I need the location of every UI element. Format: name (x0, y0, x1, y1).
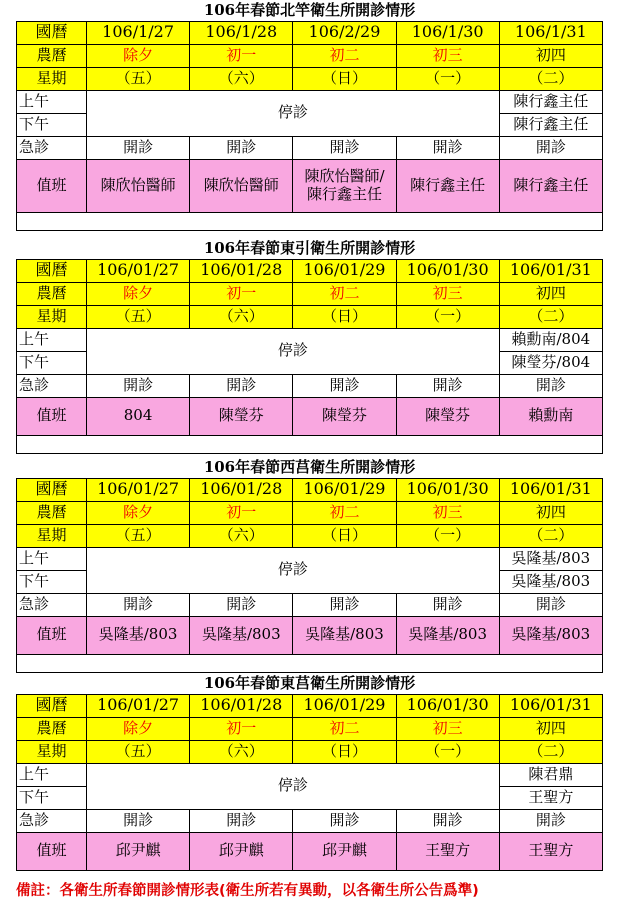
morning-doctor: 陳行鑫主任 (499, 90, 602, 113)
afternoon-doctor: 王聖方 (499, 786, 602, 809)
afternoon-doctor: 陳行鑫主任 (499, 113, 602, 136)
emergency-open-cell: 開診 (396, 374, 499, 397)
section-title: 106年春節東莒衛生所開診情形 (203, 673, 416, 692)
duty-cell: 王聖方 (499, 832, 602, 870)
date-cell: 106/01/30 (396, 694, 499, 717)
weekday-cell: （六） (190, 524, 293, 547)
spacer-row (17, 654, 603, 672)
duty-cell: 邱尹麒 (87, 832, 190, 870)
row-label-morning: 上午 (17, 328, 87, 351)
lunar-day-cell: 除夕 (87, 282, 190, 305)
weekday-cell: （一） (396, 524, 499, 547)
clinic-schedule-section (16, 673, 602, 871)
row-label-solar: 國曆 (17, 694, 87, 717)
duty-cell: 賴勳南 (499, 397, 602, 435)
row-label-afternoon: 下午 (17, 351, 87, 374)
morning-doctor: 陳君鼎 (499, 763, 602, 786)
row-label-emergency: 急診 (17, 593, 87, 616)
duty-cell: 邱尹麒 (293, 832, 396, 870)
spacer-row (17, 435, 603, 453)
weekday-cell: （五） (87, 740, 190, 763)
row-label-lunar: 農曆 (17, 717, 87, 740)
duty-cell: 陳瑩芬 (293, 397, 396, 435)
lunar-day-cell: 初四 (499, 501, 602, 524)
row-label-morning: 上午 (17, 547, 87, 570)
closed-cell: 停診 (87, 90, 500, 136)
date-cell: 106/2/29 (293, 21, 396, 44)
emergency-open-cell: 開診 (190, 809, 293, 832)
emergency-open-cell: 開診 (190, 136, 293, 159)
duty-cell: 邱尹麒 (190, 832, 293, 870)
lunar-day-cell: 初二 (293, 501, 396, 524)
closed-cell: 停診 (87, 547, 500, 593)
lunar-day-cell: 初三 (396, 501, 499, 524)
duty-cell: 陳欣怡醫師 (87, 159, 190, 212)
row-label-weekday: 星期 (17, 740, 87, 763)
schedule-table (16, 673, 603, 871)
section-title: 106年春節北竿衛生所開診情形 (203, 0, 416, 19)
duty-cell: 陳欣怡醫師 (190, 159, 293, 212)
row-label-morning: 上午 (17, 90, 87, 113)
duty-cell: 陳行鑫主任 (396, 159, 499, 212)
lunar-day-cell: 初四 (499, 717, 602, 740)
lunar-day-cell: 初一 (190, 501, 293, 524)
duty-cell: 吳隆基/803 (396, 616, 499, 654)
weekday-cell: （六） (190, 67, 293, 90)
row-label-weekday: 星期 (17, 305, 87, 328)
emergency-open-cell: 開診 (396, 593, 499, 616)
emergency-open-cell: 開診 (499, 136, 602, 159)
emergency-open-cell: 開診 (190, 593, 293, 616)
lunar-day-cell: 初一 (190, 717, 293, 740)
date-cell: 106/1/27 (87, 21, 190, 44)
emergency-open-cell: 開診 (87, 136, 190, 159)
duty-cell: 陳瑩芬 (396, 397, 499, 435)
lunar-day-cell: 初二 (293, 717, 396, 740)
weekday-cell: （一） (396, 305, 499, 328)
footer-note: 備註：各衛生所春節開診情形表(衛生所若有異動，以各衛生所公告爲準) (16, 883, 479, 899)
lunar-day-cell: 初四 (499, 44, 602, 67)
emergency-open-cell: 開診 (293, 593, 396, 616)
row-label-solar: 國曆 (17, 259, 87, 282)
duty-cell: 王聖方 (396, 832, 499, 870)
lunar-day-cell: 除夕 (87, 501, 190, 524)
date-cell: 106/01/30 (396, 478, 499, 501)
row-label-duty: 值班 (17, 616, 87, 654)
row-label-weekday: 星期 (17, 524, 87, 547)
row-label-duty: 值班 (17, 397, 87, 435)
row-label-duty: 值班 (17, 832, 87, 870)
section-title: 106年春節東引衛生所開診情形 (203, 238, 416, 257)
weekday-cell: （二） (499, 67, 602, 90)
emergency-open-cell: 開診 (396, 809, 499, 832)
morning-doctor: 賴勳南/804 (499, 328, 602, 351)
weekday-cell: （六） (190, 305, 293, 328)
weekday-cell: （二） (499, 524, 602, 547)
section-title: 106年春節西莒衛生所開診情形 (203, 457, 416, 476)
row-label-emergency: 急診 (17, 136, 87, 159)
row-label-emergency: 急診 (17, 809, 87, 832)
clinic-schedule-section (16, 457, 602, 673)
emergency-open-cell: 開診 (190, 374, 293, 397)
clinic-schedule-section (16, 0, 602, 231)
lunar-day-cell: 初三 (396, 282, 499, 305)
weekday-cell: （日） (293, 740, 396, 763)
emergency-open-cell: 開診 (87, 374, 190, 397)
row-label-afternoon: 下午 (17, 786, 87, 809)
weekday-cell: （五） (87, 305, 190, 328)
lunar-day-cell: 初三 (396, 44, 499, 67)
weekday-cell: （一） (396, 740, 499, 763)
date-cell: 106/01/29 (293, 259, 396, 282)
emergency-open-cell: 開診 (87, 809, 190, 832)
weekday-cell: （二） (499, 305, 602, 328)
lunar-day-cell: 初三 (396, 717, 499, 740)
duty-cell: 吳隆基/803 (499, 616, 602, 654)
date-cell: 106/01/30 (396, 259, 499, 282)
afternoon-doctor: 吳隆基/803 (499, 570, 602, 593)
row-label-lunar: 農曆 (17, 44, 87, 67)
clinic-schedule-section (16, 238, 602, 454)
date-cell: 106/01/28 (190, 478, 293, 501)
date-cell: 106/01/28 (190, 694, 293, 717)
emergency-open-cell: 開診 (396, 136, 499, 159)
emergency-open-cell: 開診 (293, 136, 396, 159)
date-cell: 106/1/28 (190, 21, 293, 44)
date-cell: 106/01/28 (190, 259, 293, 282)
date-cell: 106/01/27 (87, 478, 190, 501)
date-cell: 106/01/31 (499, 694, 602, 717)
emergency-open-cell: 開診 (293, 809, 396, 832)
row-label-solar: 國曆 (17, 21, 87, 44)
schedule-table (16, 457, 603, 673)
emergency-open-cell: 開診 (499, 809, 602, 832)
date-cell: 106/01/31 (499, 259, 602, 282)
weekday-cell: （日） (293, 305, 396, 328)
weekday-cell: （日） (293, 67, 396, 90)
row-label-duty: 值班 (17, 159, 87, 212)
date-cell: 106/1/30 (396, 21, 499, 44)
spacer-row (17, 212, 603, 230)
emergency-open-cell: 開診 (293, 374, 396, 397)
lunar-day-cell: 除夕 (87, 717, 190, 740)
lunar-day-cell: 初一 (190, 44, 293, 67)
date-cell: 106/01/27 (87, 259, 190, 282)
lunar-day-cell: 初四 (499, 282, 602, 305)
date-cell: 106/01/27 (87, 694, 190, 717)
emergency-open-cell: 開診 (499, 593, 602, 616)
duty-cell: 804 (87, 397, 190, 435)
schedule-table (16, 0, 603, 231)
lunar-day-cell: 初二 (293, 282, 396, 305)
morning-doctor: 吳隆基/803 (499, 547, 602, 570)
emergency-open-cell: 開診 (499, 374, 602, 397)
closed-cell: 停診 (87, 763, 500, 809)
duty-cell: 陳瑩芬 (190, 397, 293, 435)
row-label-lunar: 農曆 (17, 282, 87, 305)
lunar-day-cell: 初一 (190, 282, 293, 305)
duty-cell: 吳隆基/803 (293, 616, 396, 654)
row-label-morning: 上午 (17, 763, 87, 786)
emergency-open-cell: 開診 (87, 593, 190, 616)
weekday-cell: （五） (87, 67, 190, 90)
row-label-weekday: 星期 (17, 67, 87, 90)
duty-cell: 吳隆基/803 (87, 616, 190, 654)
date-cell: 106/01/29 (293, 478, 396, 501)
row-label-afternoon: 下午 (17, 113, 87, 136)
lunar-day-cell: 除夕 (87, 44, 190, 67)
row-label-afternoon: 下午 (17, 570, 87, 593)
weekday-cell: （五） (87, 524, 190, 547)
lunar-day-cell: 初二 (293, 44, 396, 67)
row-label-lunar: 農曆 (17, 501, 87, 524)
row-label-solar: 國曆 (17, 478, 87, 501)
weekday-cell: （一） (396, 67, 499, 90)
schedule-table (16, 238, 603, 454)
weekday-cell: （日） (293, 524, 396, 547)
afternoon-doctor: 陳瑩芬/804 (499, 351, 602, 374)
duty-cell: 吳隆基/803 (190, 616, 293, 654)
closed-cell: 停診 (87, 328, 500, 374)
row-label-emergency: 急診 (17, 374, 87, 397)
duty-cell: 陳行鑫主任 (499, 159, 602, 212)
weekday-cell: （二） (499, 740, 602, 763)
date-cell: 106/01/31 (499, 478, 602, 501)
date-cell: 106/1/31 (499, 21, 602, 44)
date-cell: 106/01/29 (293, 694, 396, 717)
weekday-cell: （六） (190, 740, 293, 763)
duty-cell: 陳欣怡醫師/ 陳行鑫主任 (293, 159, 396, 212)
